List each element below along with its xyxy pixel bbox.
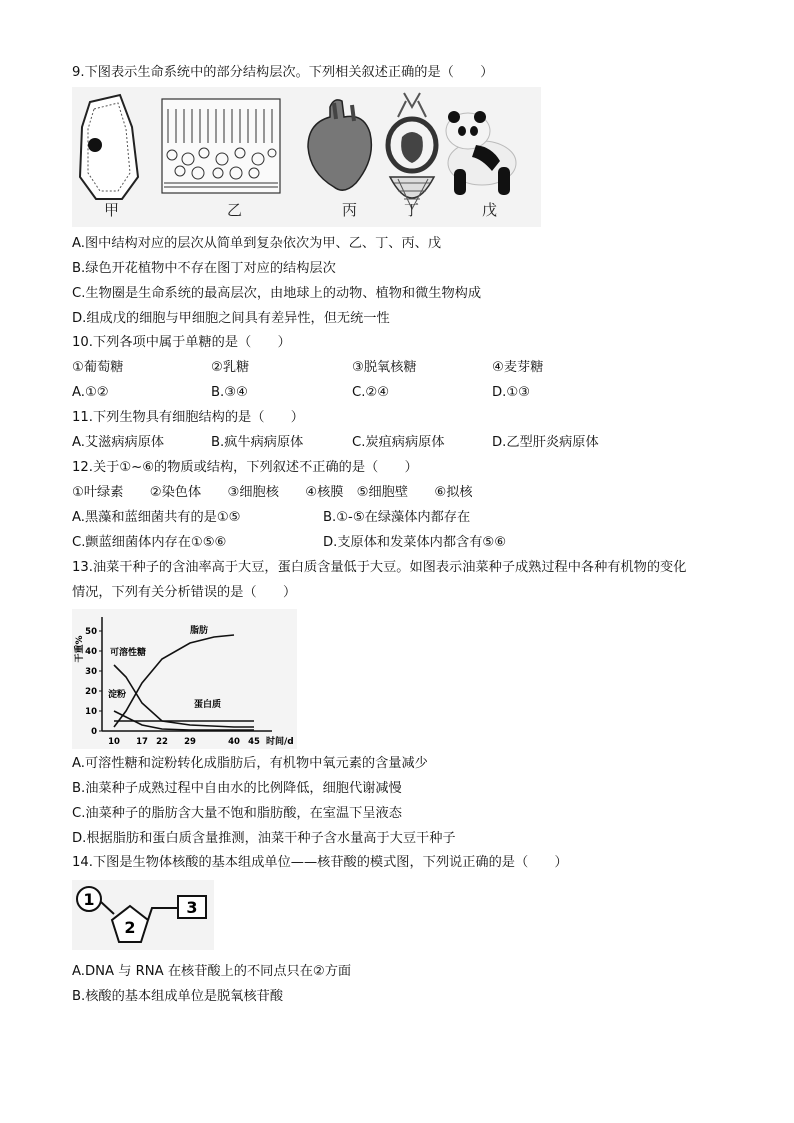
q9-option-d: D.组成戊的细胞与甲细胞之间具有差异性，但无统一性 (72, 311, 390, 326)
circulatory-system-icon (388, 93, 436, 209)
base-bond (148, 908, 178, 920)
q13-option-d: D.根据脂肪和蛋白质含量推测，油菜干种子含水量高于大豆干种子 (72, 831, 456, 846)
chart-x-tick-label: 29 (184, 737, 196, 747)
chart-x-label: 时间/d (266, 737, 294, 747)
chart-x-tick-label: 10 (108, 737, 120, 747)
q13-chart (72, 609, 297, 749)
plant-cell-icon (80, 95, 138, 199)
q14-diagram-svg (72, 880, 214, 950)
q14-nucleotide-diagram (72, 880, 214, 950)
q10-item-1: ①葡萄糖 (72, 360, 124, 375)
q11-option-c: C.炭疽病病原体 (352, 435, 445, 450)
q10-option-c: C.②④ (352, 385, 390, 400)
q10-item-2: ②乳糖 (211, 360, 250, 375)
q13-option-a: A.可溶性糖和淀粉转化成脂肪后，有机物中氧元素的含量减少 (72, 756, 428, 771)
q13-stem-line2: 情况，下列有关分析错误的是（ ） (72, 585, 297, 600)
chart-y-label: 干重% (75, 635, 85, 663)
q12-option-d: D.支原体和发菜体内都含有⑤⑥ (323, 535, 507, 550)
q9-label-wu: 戊 (482, 201, 498, 219)
q9-option-b: B.绿色开花植物中不存在图丁对应的结构层次 (72, 261, 336, 276)
chart-y-tick-label: 20 (85, 687, 97, 697)
q9-figure (72, 87, 541, 227)
q9-figure-drawings (72, 87, 541, 227)
q9-option-c: C.生物圈是生命系统的最高层次，由地球上的动物、植物和微生物构成 (72, 286, 482, 301)
q10-item-3: ③脱氧核糖 (352, 360, 417, 375)
chart-x-tick-label: 45 (248, 737, 260, 747)
diagram-label-3: 3 (186, 898, 198, 917)
q13-option-c: C.油菜种子的脂肪含大量不饱和脂肪酸，在室温下呈液态 (72, 806, 402, 821)
chart-x-tick-label: 40 (228, 737, 240, 747)
q9-label-jia: 甲 (104, 201, 120, 219)
chart-y-tick-label: 10 (85, 707, 97, 717)
q13-chart-svg (72, 609, 297, 749)
q11-option-d: D.乙型肝炎病原体 (492, 435, 599, 450)
chart-y-tick-label: 30 (85, 667, 97, 677)
diagram-label-2: 2 (124, 918, 136, 937)
chart-y-tick-label: 0 (91, 727, 97, 737)
chart-series-label-1: 可溶性糖 (110, 648, 147, 658)
q14-stem: 14.下图是生物体核酸的基本组成单位——核苷酸的模式图，下列说正确的是（ ） (72, 855, 568, 870)
chart-series-label-2: 淀粉 (108, 690, 127, 700)
diagram-label-1: 1 (83, 890, 95, 909)
leaf-tissue-icon (162, 99, 280, 193)
chart-x-tick-label: 22 (156, 737, 168, 747)
q12-option-b: B.①-⑤在绿藻体内都存在 (323, 510, 471, 525)
q10-option-d: D.①③ (492, 385, 530, 400)
q10-option-a: A.①② (72, 385, 109, 400)
phosphate-bond (101, 902, 114, 914)
q9-stem: 9.下图表示生命系统中的部分结构层次。下列相关叙述正确的是（ ） (72, 65, 494, 80)
q13-stem-line1: 13.油菜干种子的含油率高于大豆，蛋白质含量低于大豆。如图表示油菜种子成熟过程中各种有机物的变化 (72, 560, 687, 575)
q11-option-b: B.疯牛病病原体 (211, 435, 304, 450)
q12-option-a: A.黑藻和蓝细菌共有的是①⑤ (72, 510, 241, 525)
panda-icon (446, 111, 516, 195)
chart-series-label-0: 脂肪 (190, 626, 209, 636)
q9-label-ding: 丁 (404, 201, 420, 219)
q10-option-b: B.③④ (211, 385, 248, 400)
heart-organ-icon (308, 100, 371, 190)
q9-label-yi: 乙 (227, 201, 243, 219)
q11-option-a: A.艾滋病病原体 (72, 435, 165, 450)
q14-option-a: A.DNA 与 RNA 在核苷酸上的不同点只在②方面 (72, 964, 352, 979)
q10-stem: 10.下列各项中属于单糖的是（ ） (72, 335, 291, 350)
chart-y-tick-label: 50 (85, 627, 97, 637)
q9-label-bing: 丙 (342, 201, 358, 219)
q12-stem: 12.关于①~⑥的物质或结构，下列叙述不正确的是（ ） (72, 460, 418, 475)
q14-option-b: B.核酸的基本组成单位是脱氧核苷酸 (72, 989, 284, 1004)
q9-option-a: A.图中结构对应的层次从简单到复杂依次为甲、乙、丁、丙、戊 (72, 236, 442, 251)
q12-items: ①叶绿素 ②染色体 ③细胞核 ④核膜 ⑤细胞壁 ⑥拟核 (72, 485, 473, 500)
q11-stem: 11.下列生物具有细胞结构的是（ ） (72, 410, 304, 425)
q13-option-b: B.油菜种子成熟过程中自由水的比例降低，细胞代谢减慢 (72, 781, 402, 796)
chart-x-tick-label: 17 (136, 737, 148, 747)
chart-y-tick-label: 40 (85, 647, 97, 657)
q10-item-4: ④麦芽糖 (492, 360, 544, 375)
chart-series-label-3: 蛋白质 (194, 700, 222, 710)
q12-option-c: C.颤蓝细菌体内存在①⑤⑥ (72, 535, 227, 550)
